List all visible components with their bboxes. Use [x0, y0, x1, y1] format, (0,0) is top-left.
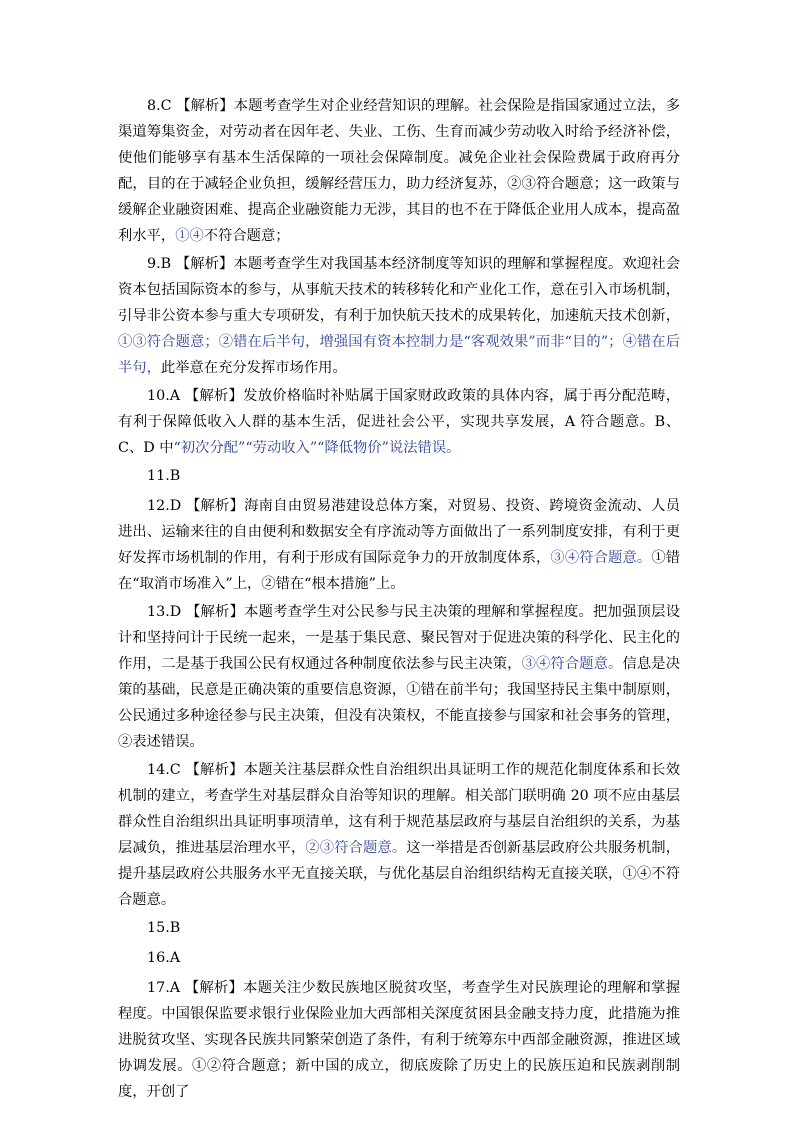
answer-text: 11.B: [147, 468, 181, 484]
answer-10: [118, 383, 680, 461]
answer-highlight: “初次分配”“劳动收入”“降低物价”说法错误。: [173, 440, 461, 456]
answer-text: 8.C 【解析】本题考查学生对企业经营知识的理解。社会保险是指国家通过立法，多渠道筹集资金，对劳动者在因年老、失业、工伤、生育而减少劳动收入时给予经济补偿，使他们能够享有基本生活保障的一项社会保障制度。减免企业社会保险费属于政府再分配，目的在于减轻企业负担，缓解经营压力，助力经济复苏，②③符合题意；这一政策与缓解企业融资困难、提高企业融资能力无涉，其目的也不在于降低企业用人成本，提高盈利水平，: [118, 98, 680, 244]
answer-11: [118, 463, 680, 489]
answer-text: 不符合题意；: [203, 228, 290, 244]
answer-highlight: ①④: [175, 228, 204, 244]
answer-text: 13.D 【解析】本题考查学生对公民参与民主决策的理解和掌握程度。把加强顶层设计和坚持问计于民统一起来，一是基于集民意、聚民智对于促进决策的科学化、民主化的作用，二是基于我国公民有权通过各种制度依法参与民主决策，: [118, 604, 680, 672]
answer-8: [118, 93, 680, 249]
answer-17: [118, 975, 680, 1105]
answer-highlight: ①③符合题意；②错在后半句，增强国有资本控制力是“客观效果”而非“目的”；④错在后半句，: [118, 334, 680, 376]
answer-13: [118, 599, 680, 755]
answer-14: [118, 757, 680, 913]
answer-text: 10.A 【解析】发放价格临时补贴属于国家财政政策的具体内容，属于再分配范畴，有利于保障低收入人群的基本生活，促进社会公平，实现共享发展，A 符合题意。B、C、D 中: [118, 388, 680, 456]
answer-text: 9.B 【解析】本题考查学生对我国基本经济制度等知识的理解和掌握程度。欢迎社会资本包括国际资本的参与，从事航天技术的转移转化和产业化工作，意在引入市场机制，引导非公资本参与重大专项研发，有利于加快航天技术的成果转化，加速航天技术创新，: [118, 256, 680, 324]
answer-12: [118, 493, 680, 597]
answer-text: 15.B: [147, 920, 181, 936]
answer-text: 这一举措是否创新基层政府公共服务机制，提升基层政府公共服务水平无直接关联，与优化基层自治组织结构无直接关联，①④不符合题意。: [118, 840, 681, 908]
answer-text: 信息是决策的基础，民意是正确决策的重要信息资源，①错在前半句；我国坚持民主集中制原则，公民通过多种途径参与民主决策，但没有决策权，不能直接参与国家和社会事务的管理，②表述错误。: [118, 656, 681, 750]
answer-9: [118, 251, 680, 381]
answer-text: 14.C 【解析】本题关注基层群众性自治组织出具证明工作的规范化制度体系和长效机制的建立，考查学生对基层群众自治等知识的理解。相关部门联明确 20 项不应由基层群众性自治组织出具证明事项清单，这有利于规范基层政府与基层自治组织的关系，为基层减负，推进基层治理水平，: [118, 762, 680, 856]
answer-text: 此举意在充分发挥市场作用。: [160, 360, 347, 376]
answer-text: ①错在“取消市场准入”上，②错在“根本措施”上。: [118, 550, 681, 592]
answer-15: [118, 915, 680, 941]
answer-highlight: ②③符合题意。: [305, 840, 407, 856]
answer-16: [118, 945, 680, 971]
answer-text: 17.A 【解析】本题关注少数民族地区脱贫攻坚，考查学生对民族理论的理解和掌握程度。中国银保监要求银行业保险业加大西部相关深度贫困县金融支持力度，此措施为推进脱贫攻坚、实现各民族共同繁荣创造了条件，有利于统筹东中西部金融资源，推进区域协调发展。①②符合题意；新中国的成立，彻底废除了历史上的民族压迫和民族剥削制度，开创了: [118, 980, 680, 1100]
answer-text: 12.D 【解析】海南自由贸易港建设总体方案，对贸易、投资、跨境资金流动、人员进出、运输来往的自由便利和数据安全有序流动等方面做出了一系列制度安排，有利于更好发挥市场机制的作用，有利于形成有国际竞争力的开放制度体系，: [118, 498, 680, 566]
answer-highlight: ③④符合题意。: [521, 656, 623, 672]
answer-text: 16.A: [147, 950, 181, 966]
answer-explanations: [118, 93, 680, 1105]
answer-highlight: ③④符合题意。: [550, 550, 652, 566]
